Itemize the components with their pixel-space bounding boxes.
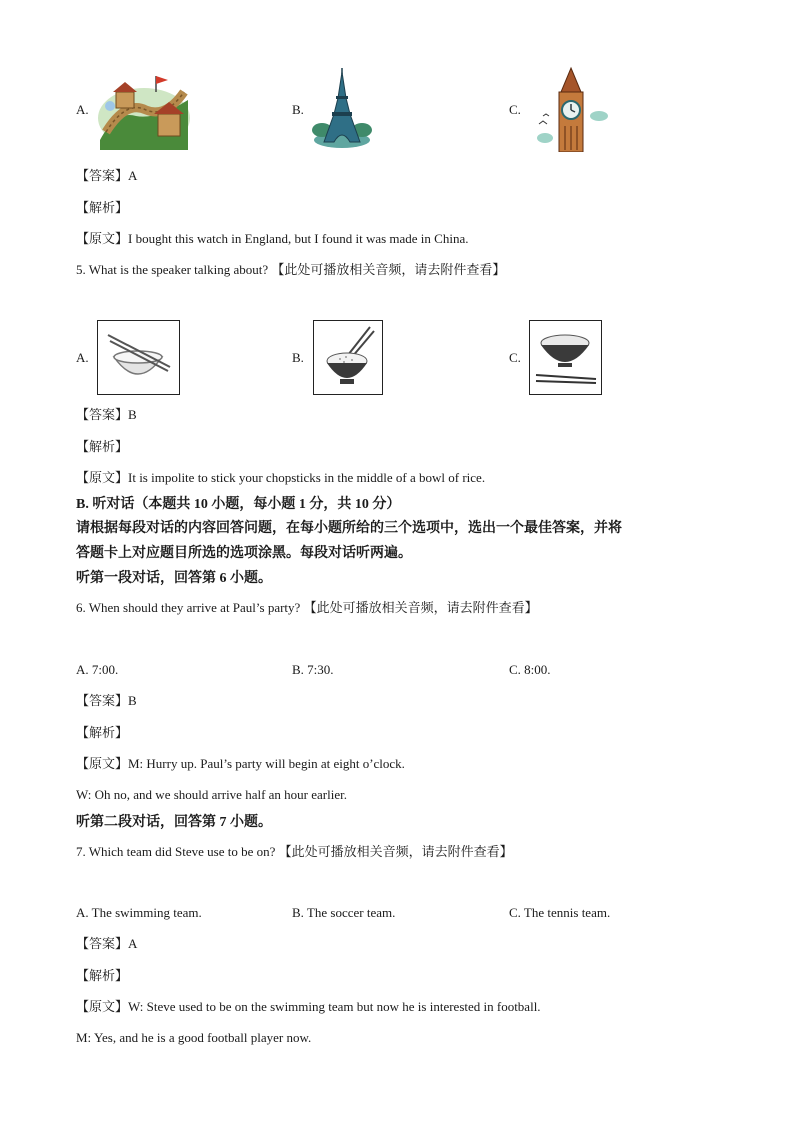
q7-analysis: 【解析】: [76, 968, 129, 983]
q6-answer: 【答案】B: [76, 693, 137, 708]
section-b-instruction-line-2: 答题卡上对应题目所选的选项涂黑。每段对话听两遍。: [76, 546, 412, 561]
q7-answer: 【答案】A: [76, 936, 138, 951]
q4-option-c-letter: C.: [509, 102, 521, 117]
big-ben-icon: [535, 66, 609, 152]
q4-option-a-letter: A.: [76, 102, 89, 117]
q7-option-a: A. The swimming team.: [76, 905, 202, 920]
bowl-chopsticks-across-icon: [97, 320, 180, 395]
q7-original-line-1: 【原文】W: Steve used to be on the swimming team but now he is interested in football.: [76, 999, 541, 1014]
q5-option-a-letter: A.: [76, 350, 89, 365]
q6-option-b: B. 7:30.: [292, 662, 334, 677]
q6-original-line-1: 【原文】M: Hurry up. Paul’s party will begin at eight o’clock.: [76, 756, 405, 771]
eiffel-tower-icon: [310, 68, 374, 150]
q6-option-a: A. 7:00.: [76, 662, 119, 677]
section-b-instruction-line-1: 请根据每段对话的内容回答问题，在每小题所给的三个选项中，选出一个最佳答案，并将: [76, 521, 622, 536]
dialog-1-heading: 听第一段对话，回答第 6 小题。: [76, 571, 272, 586]
q6-original-line-2: W: Oh no, and we should arrive half an hour earlier.: [76, 787, 347, 802]
dialog-2-heading: 听第二段对话，回答第 7 小题。: [76, 815, 272, 830]
q6-option-c: C. 8:00.: [509, 662, 551, 677]
q7-question: 7. Which team did Steve use to be on? 【此处可播放相关音频，请去附件查看】: [76, 844, 513, 859]
q5-option-c-letter: C.: [509, 350, 521, 365]
q5-analysis: 【解析】: [76, 439, 129, 454]
q4-analysis: 【解析】: [76, 200, 129, 215]
q7-original-line-2: M: Yes, and he is a good football player now.: [76, 1030, 312, 1045]
q6-question: 6. When should they arrive at Paul’s party? 【此处可播放相关音频，请去附件查看】: [76, 600, 538, 615]
q5-option-b-letter: B.: [292, 350, 304, 365]
rice-bowl-chopsticks-beside-icon: [529, 320, 602, 395]
q4-original: 【原文】I bought this watch in England, but I found it was made in China.: [76, 231, 469, 246]
q4-option-b-letter: B.: [292, 102, 304, 117]
section-b-title: B. 听对话（本题共 10 小题，每小题 1 分，共 10 分）: [76, 497, 401, 512]
q5-answer: 【答案】B: [76, 407, 137, 422]
q4-answer: 【答案】A: [76, 168, 138, 183]
q6-analysis: 【解析】: [76, 725, 129, 740]
q7-option-c: C. The tennis team.: [509, 905, 611, 920]
q5-question: 5. What is the speaker talking about? 【此处可播放相关音频，请去附件查看】: [76, 262, 506, 277]
q7-option-b: B. The soccer team.: [292, 905, 396, 920]
rice-bowl-chopsticks-stuck-icon: [313, 320, 383, 395]
great-wall-icon: [96, 70, 192, 150]
q5-original: 【原文】It is impolite to stick your chopsticks in the middle of a bowl of rice.: [76, 470, 486, 485]
